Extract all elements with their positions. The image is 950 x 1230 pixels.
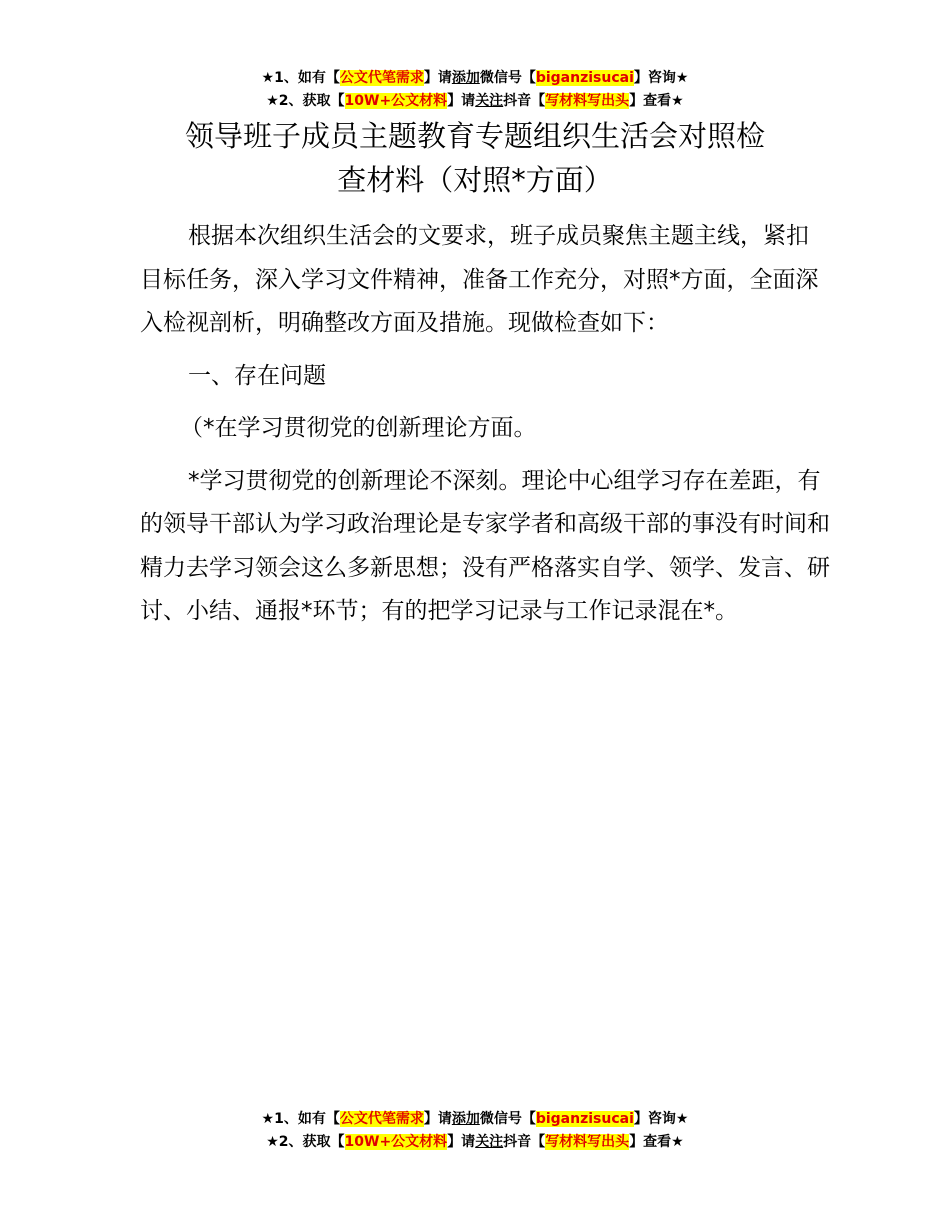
promo-highlight: 写材料写出头 bbox=[545, 1134, 630, 1150]
promo-text: 】查看★ bbox=[629, 93, 684, 109]
title-line-1: 领导班子成员主题教育专题组织生活会对照检 bbox=[184, 119, 765, 153]
promo-highlight: 公文代笔需求 bbox=[339, 1111, 424, 1127]
top-promo-banner bbox=[0, 67, 950, 113]
promo-highlight: 写材料写出头 bbox=[545, 93, 630, 109]
promo-text: 】查看★ bbox=[629, 1134, 684, 1150]
promo-underlined: 添加 bbox=[451, 70, 480, 86]
promo-highlight: 公文代笔需求 bbox=[339, 70, 424, 86]
promo-underlined: 关注 bbox=[475, 1134, 504, 1150]
document-body bbox=[140, 215, 830, 643]
promo-text: 】咨询★ bbox=[633, 70, 689, 86]
promo-line-1 bbox=[0, 67, 950, 90]
bottom-promo-banner bbox=[0, 1108, 950, 1154]
intro-paragraph: 根据本次组织生活会的文要求，班子成员聚焦主题主线，紧扣目标任务，深入学习文件精神，准备工作充分，对照*方面，全面深入检视剖析，明确整改方面及措施。现做检查如下： bbox=[140, 223, 819, 336]
promo-highlight: biganzisucai bbox=[535, 1111, 634, 1127]
promo-highlight: biganzisucai bbox=[535, 70, 634, 86]
title-line-2: 查材料（对照*方面） bbox=[337, 163, 613, 197]
promo-text: 】请 bbox=[447, 1134, 476, 1150]
promo-text: 抖音【 bbox=[503, 93, 546, 109]
section-heading: 一、存在问题 bbox=[188, 362, 326, 389]
promo-text: ★2、获取【 bbox=[266, 1134, 345, 1150]
promo-text: 】请 bbox=[423, 1111, 452, 1127]
body-paragraph: *学习贯彻党的创新理论不深刻。理论中心组学习存在差距，有的领导干部认为学习政治理论是专家学者和高级干部的事没有时间和精力去学习领会这么多新思想；没有严格落实自学、领学、发言、研讨、小结、通报*环节；有的把学习记录与工作记录混在*。 bbox=[140, 467, 830, 624]
promo-text: ★1、如有【 bbox=[261, 70, 340, 86]
promo-text: ★1、如有【 bbox=[261, 1111, 340, 1127]
promo-underlined: 添加 bbox=[451, 1111, 480, 1127]
promo-text: 】请 bbox=[447, 93, 476, 109]
promo-text: 抖音【 bbox=[503, 1134, 546, 1150]
promo-highlight: 10W+公文材料 bbox=[344, 1134, 448, 1150]
promo-highlight: 10W+公文材料 bbox=[344, 93, 448, 109]
promo-line-2 bbox=[0, 1131, 950, 1154]
promo-text: 】咨询★ bbox=[633, 1111, 689, 1127]
subsection-heading: （*在学习贯彻党的创新理论方面。 bbox=[180, 415, 537, 441]
promo-line-2 bbox=[0, 90, 950, 113]
document-title bbox=[0, 114, 950, 202]
promo-text: ★2、获取【 bbox=[266, 93, 345, 109]
promo-line-1 bbox=[0, 1108, 950, 1131]
promo-underlined: 关注 bbox=[475, 93, 504, 109]
promo-text: 微信号【 bbox=[479, 1111, 536, 1127]
promo-text: 】请 bbox=[423, 70, 452, 86]
promo-text: 微信号【 bbox=[479, 70, 536, 86]
